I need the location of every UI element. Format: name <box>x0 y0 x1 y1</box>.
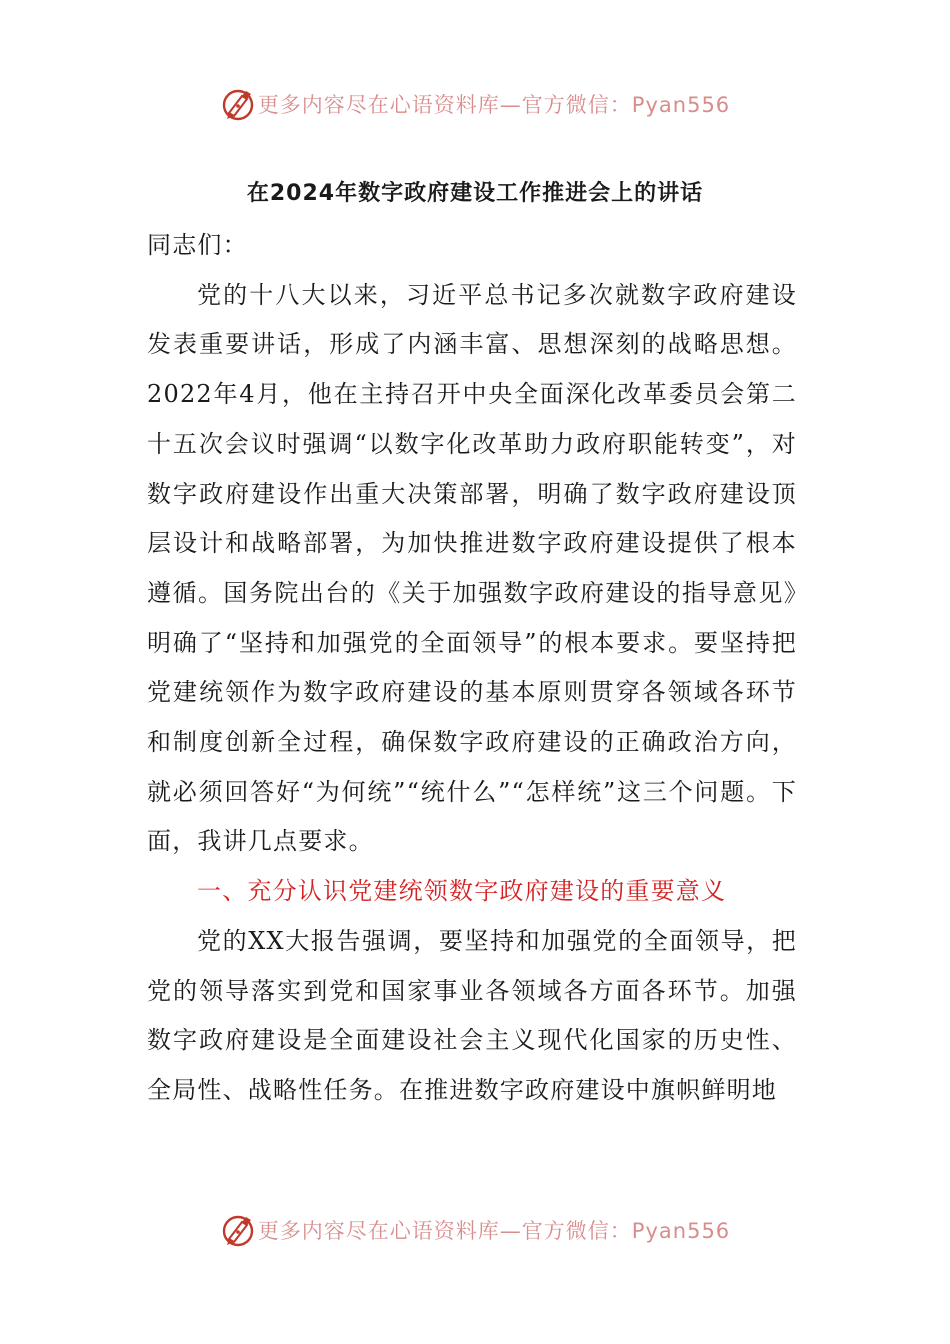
document-body <box>147 221 797 1116</box>
pen-nib-logo-icon <box>220 1212 256 1248</box>
watermark-text: 更多内容尽在心语资料库—官方微信：Pyan556 <box>257 1219 731 1243</box>
paragraph-intro: 党的十八大以来，习近平总书记多次就数字政府建设发表重要讲话，形成了内涵丰富、思想深刻的战略思想。2022年4月，他在主持召开中央全面深化改革委员会第二十五次会议时强调“以数字化改革助力政府职能转变”，对数字政府建设作出重大决策部署，明确了数字政府建设顶层设计和战略部署，为加快推进数字政府建设提供了根本遵循。国务院出台的《关于加强数字政府建设的指导意见》明确了“坚持和加强党的全面领导”的根本要求。要坚持把党建统领作为数字政府建设的基本原则贯穿各领域各环节和制度创新全过程，确保数字政府建设的正确政治方向，就必须回答好“为何统”“统什么”“怎样统”这三个问题。下面，我讲几点要求。 <box>147 280 797 856</box>
watermark-banner-top <box>0 82 950 126</box>
pen-nib-logo-icon <box>220 86 256 122</box>
paragraph-section-1: 党的XX大报告强调，要坚持和加强党的全面领导，把党的领导落实到党和国家事业各领域各方面各环节。加强数字政府建设是全面建设社会主义现代化国家的历史性、全局性、战略性任务。在推进数字政府建设中旗帜鲜明地 <box>147 926 797 1104</box>
watermark-banner-bottom <box>0 1208 950 1252</box>
watermark-text: 更多内容尽在心语资料库—官方微信：Pyan556 <box>257 93 731 117</box>
document-title: 在2024年数字政府建设工作推进会上的讲话 <box>246 181 704 206</box>
section-heading-1: 一、充分认识党建统领数字政府建设的重要意义 <box>197 877 727 906</box>
salutation: 同志们： <box>147 231 248 259</box>
